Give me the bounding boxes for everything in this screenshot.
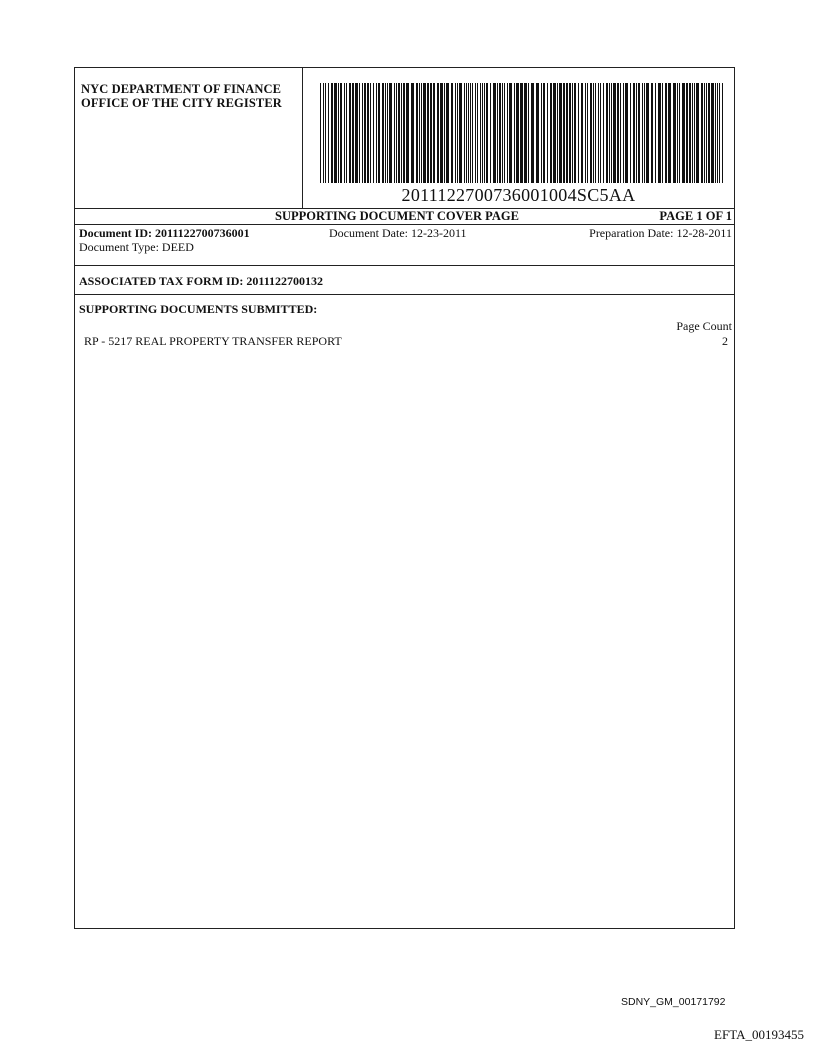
barcode-image xyxy=(320,83,723,183)
divider xyxy=(75,265,734,266)
office-name-line-1: NYC DEPARTMENT OF FINANCE xyxy=(81,82,282,96)
document-id: Document ID: 2011122700736001 xyxy=(79,226,250,240)
supporting-document-name: RP - 5217 REAL PROPERTY TRANSFER REPORT xyxy=(84,334,342,348)
barcode-block xyxy=(303,68,734,208)
preparation-date: Preparation Date: 12-28-2011 xyxy=(589,226,732,240)
cover-page-title: SUPPORTING DOCUMENT COVER PAGE xyxy=(275,209,519,223)
barcode-number: 2011122700736001004SC5AA xyxy=(401,185,636,205)
document-type: Document Type: DEED xyxy=(79,240,194,254)
supporting-documents-heading: SUPPORTING DOCUMENTS SUBMITTED: xyxy=(79,302,318,316)
cover-page-form xyxy=(74,67,735,929)
bates-number: SDNY_GM_00171792 xyxy=(621,996,726,1008)
associated-tax-form-id: ASSOCIATED TAX FORM ID: 2011122700132 xyxy=(79,274,324,288)
divider xyxy=(75,294,734,295)
header-row xyxy=(75,68,734,209)
office-name-line-2: OFFICE OF THE CITY REGISTER xyxy=(81,96,282,110)
divider xyxy=(75,224,734,225)
office-block xyxy=(75,68,303,208)
page-indicator: PAGE 1 OF 1 xyxy=(659,209,732,223)
supporting-document-page-count: 2 xyxy=(722,334,728,348)
page-count-header: Page Count xyxy=(676,319,732,333)
document-date: Document Date: 12-23-2011 xyxy=(329,226,467,240)
efta-number: EFTA_00193455 xyxy=(714,1027,804,1042)
